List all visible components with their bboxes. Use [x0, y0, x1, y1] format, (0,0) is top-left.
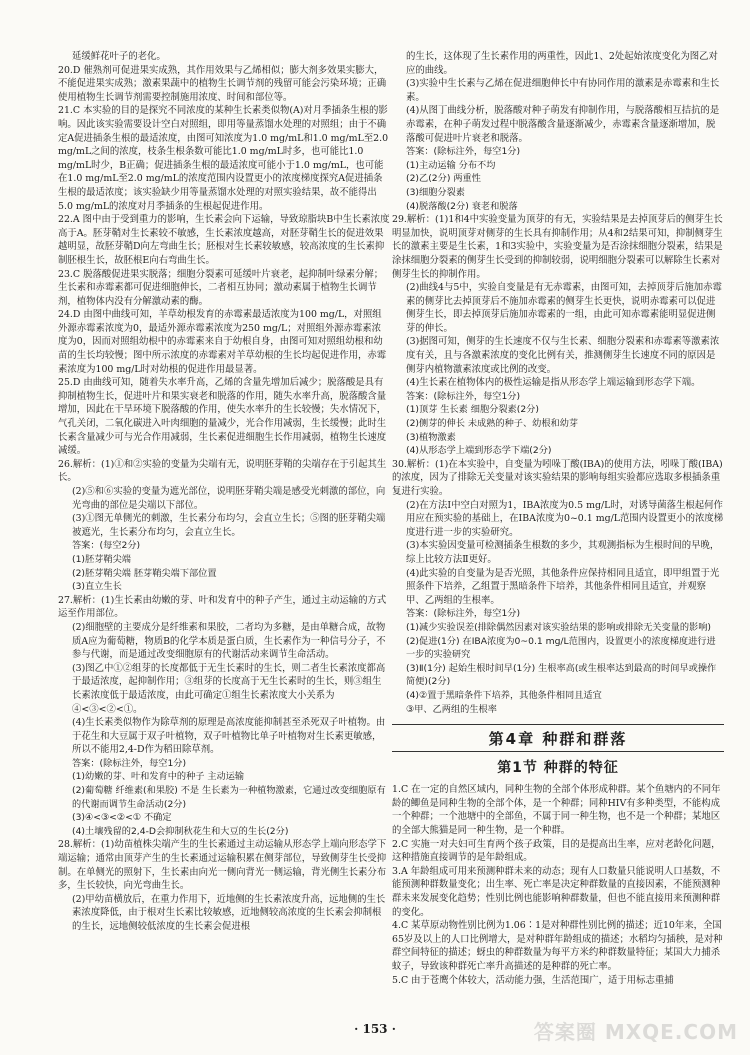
- paragraph: (4)此实验的自变量为是否光照，其他条件应保持相同且适宜，即甲组置于光照条件下培养，乙组置于黑暗条件下培养，其他条件相同且适宜，并观察甲、乙两组的生根率。: [406, 567, 720, 606]
- answer-line: (1)主动运输 分布不均: [406, 159, 496, 171]
- paragraph: (3)图乙中①②组芽的长度都低于无生长素时的生长，则二者生长素浓度都高于最适浓度，起抑制作用；③组芽的长度高于无生长素时的生长，则③组生长素浓度低于最适浓度，由此可确定①组生长素浓度大小关系为④<③<②<①。: [72, 662, 386, 715]
- answer-line: (2)胚芽鞘尖端 胚芽鞘尖端下部位置: [72, 567, 217, 579]
- paragraph: (2)⑤和⑥实验的变量为遮光部位，说明胚芽鞘尖端是感受光刺激的部位，向光弯曲的部位是尖端以下部位。: [72, 486, 386, 511]
- answer-line: 答案：(每空2分): [72, 540, 141, 552]
- answer-line: 答案：(除标注外，每空1分): [406, 146, 521, 158]
- answer-line: (2)葡萄糖 纤维素(和果胶) 不是 生长素为一种植物激素，它通过改变细胞原有的代谢而调节生命活动(2分): [72, 785, 386, 810]
- section-title: 第1节 种群的特征: [497, 759, 619, 776]
- answer-line: (3)植物激素: [406, 431, 456, 443]
- answer-line: (2)促进(1分) 在IBA浓度为0~0.1 mg/L范围内，设置更小的浓度梯度进行进一步的实验研究: [406, 635, 716, 661]
- answer-line: (4)从形态学上端到形态学下端(2分): [406, 445, 552, 457]
- right-column: [392, 50, 724, 987]
- paragraph: 23.C 脱落酸促进果实脱落；细胞分裂素可延缓叶片衰老，起抑制叶绿素分解；生长素和赤霉素都可促进细胞伸长，二者相互协同；激动素属于植物生长调节剂，植物体内没有分解激动素的酶。: [58, 268, 384, 307]
- paragraph: 4.C 某草原动物性别比例为1.06∶1是对种群性别比例的描述；近10年来，全国65岁及以上的人口比例增大，是对种群年龄组成的描述；水稻均匀插秧，是对种群空间特征的描述；蚜虫的种群数量为每平方米约种群数量特征；某国大力捕杀蚊子，导致该种群死亡率升高描述的是种群的死亡率。: [392, 920, 723, 972]
- answer-line: (3)④<③<②<① 不确定: [72, 812, 172, 824]
- paragraph: 25.D 由曲线可知，随着失水率升高，乙烯的含量先增加后减少；脱落酸是具有抑制植物生长，促进叶片和果实衰老和脱落的作用，随失水率升高，脱落酸含量增加，因此在干旱环境下脱落酸的作用，使失水率升的生长较慢；失水情况下，气孔关闭，二氧化碳进入叶肉细胞的量减少，光合作用减弱，生长缓慢；此时生长素含量减少可与光合作用减弱，生长素促进细胞生长作用减弱，植物生长速度减缓。: [58, 377, 387, 457]
- paragraph: 2.C 实施一对夫妇可生育两个孩子政策，目的是提高出生率，应对老龄化问题，这种措施直接调节的是年龄组成。: [392, 838, 721, 864]
- paragraph: (2)曲线4与5中，实验自变量是有无赤霉素，由图可知，去掉顶芽后施加赤霉素的侧芽比去掉顶芽后不施加赤霉素的侧芽生长更快，说明赤霉素可以促进侧芽生长，即去掉顶芽后施加赤霉素的一组，由此可知赤霉素能明显促进侧芽的伸长。: [406, 282, 722, 334]
- answer-line: (1)胚芽鞘尖端: [72, 553, 131, 565]
- answer-line: (3)Ⅱ(1分) 起始生根时间早(1分) 生根率高(或生根率达到最高的时间早或操作简便)(2分): [406, 662, 717, 688]
- chapter-title: 第4章 种群和群落: [392, 724, 724, 752]
- answer-line: (4)土壤残留的2,4-D会抑制秋花生和大豆的生长(2分): [72, 825, 289, 837]
- paragraph: 20.D 催熟剂可促进果实成熟，其作用效果与乙烯相似；膨大剂多效果实膨大，不能促进果实成熟；激素果蔬中的植物生长调节剂的残留可能会污染环境；正确使用植物生长调节剂需要控制施用浓度、时间和部位等。: [58, 64, 387, 103]
- paragraph: 5.C 由于苍鹰个体较大，活动能力强，生活范围广，适于用标志重捕: [392, 974, 674, 986]
- answer-line: ③甲、乙两组的生根率: [406, 703, 497, 715]
- paragraph: (3)据图可知，侧芽的生长速度不仅与生长素、细胞分裂素和赤霉素等激素浓度有关，且与各激素浓度的变化比例有关，推测侧芽生长速度不同的原因是侧芽内植物激素浓度或比例的改变。: [406, 336, 720, 375]
- paragraph: (3)本实验因变量可检测插条生根数的多少，其观测指标为生根时间的早晚，综上比较方法Ⅱ更好。: [406, 540, 720, 565]
- paragraph: 延缓鲜花叶子的老化。: [72, 51, 166, 62]
- paragraph: (2)甲幼苗横放后，在重力作用下，近地侧的生长素浓度升高，远地侧的生长素浓度降低，由于根对生长素比较敏感，近地侧较高浓度的生长素会抑制根的生长，远地侧较低浓度的生长素会促进根: [72, 893, 386, 932]
- paragraph: 的生长，这体现了生长素作用的两重性，因此1、2处起始浓度变化为图乙对应的曲线。: [406, 51, 718, 76]
- right-column-section-answers: [392, 783, 724, 987]
- answer-line: (3)直立生长: [72, 581, 122, 593]
- paragraph: (2)在方法I中空白对照为1，IBA浓度为0.5 mg/L时，对诱导菌落生根起何作用应在预实验的基础上，在IBA浓度为0~0.1 mg/L范围内设置更小的浓度梯度进行进一步的实验研究。: [406, 499, 724, 538]
- paragraph: 26.解析：(1)①和②实验的变量为尖端有无，说明胚芽鞘的尖端存在于引起其生长。: [58, 458, 387, 484]
- answer-line: 答案：(除标注外，每空1分): [406, 390, 521, 402]
- answer-line: (2)乙(2分) 两重性: [406, 173, 481, 185]
- answer-line: 答案：(除标注外，每空1分): [406, 608, 521, 620]
- answer-line: (4)脱落酸(2分) 衰老和脱落: [406, 200, 518, 212]
- paragraph: 24.D 由图中曲线可知，羊草幼根发育的赤霉素最适浓度为100 mg/L，对照组外源赤霉素浓度为0，最适外源赤霉素浓度为250 mg/L；对照组外源赤霉素浓度为0，因而对照组幼根中的赤霉素来自于幼根自身，由图可知对照组幼根和幼苗的生长均较慢；图中所示浓度的赤霉素对羊草幼根的生长均起促进作用，赤霉素浓度为100 mg/L时对幼根的促进作用最显著。: [58, 309, 387, 375]
- page-number: · 153 ·: [354, 1022, 396, 1036]
- answer-line: 答案：(除标注外，每空1分): [72, 757, 187, 769]
- answer-line: (1)减少实验误差(排除偶然因素对该实验结果的影响或排除无关变量的影响): [406, 621, 711, 633]
- paragraph: (3)实验中生长素与乙烯在促进细胞伸长中有协同作用的激素是赤霉素和生长素。: [406, 78, 720, 103]
- paragraph: (2)细胞壁的主要成分是纤维素和果胶，二者均为多糖，是由单糖合成，故物质A应为葡萄糖，物质B的化学本质是蛋白质，生长素作为一种信号分子，不参与代谢，而是通过改变细胞原有的代谢活动来调节生命活动。: [72, 621, 386, 661]
- paragraph: (4)生长素在植物体内的极性运输是指从形态学上端运输到形态学下端。: [406, 377, 701, 389]
- paragraph: 29.解析：(1)1和4中实验变量为顶芽的有无，实验结果是去掉顶芽后的侧芽生长明显加快，说明顶芽对侧芽的生长具有抑制作用；从4和2结果可知，抑制侧芽生长的激素主要是生长素，1和3实验中，实验变量为是否涂抹细胞分裂素，结果是涂抹细胞分裂素的侧芽生长受到的抑制较弱，说明细胞分裂素可以解除生长素对侧芽生长的抑制作用。: [392, 214, 723, 280]
- answer-line: (2)侧芽的伸长 未成熟的种子、幼根和幼芽: [406, 418, 579, 430]
- paragraph: 3.A 年龄组成可用来预测种群未来的动态；现有人口数量只能说明人口基数，不能预测种群数量变化；出生率、死亡率是决定种群数量的直接因素，不能预测种群未来发展变化趋势；性别比例也能影响种群数量，但也不能直接用来预测种群的变化。: [392, 865, 721, 918]
- paragraph: 22.A 图中由于受到重力的影响，生长素会向下运输，导致琼脂块B中生长素浓度高于A。胚芽鞘对生长素较不敏感，生长素浓度越高，对胚芽鞘生长的促进效果越明显，故胚芽鞘D向左弯曲生长；胚根对生长素较敏感，较高浓度的生长素抑制胚根生长，故胚根E向右弯曲生长。: [58, 214, 390, 266]
- answer-line: (3)细胞分裂素: [406, 186, 465, 198]
- paragraph: 28.解析：(1)幼苗植株尖端产生的生长素通过主动运输从形态学上端向形态学下端运输；通常由顶芽产生的生长素通过运输积累在侧芽部位，导致侧芽生长受抑制。在单侧光的照射下，生长素由向光一侧向背光一侧运输，背光侧生长素分布多，生长较快，向光弯曲生长。: [58, 839, 387, 892]
- paragraph: (4)从图丁曲线分析，脱落酸对种子萌发有抑制作用，与脱落酸相互拮抗的是赤霉素，在种子萌发过程中脱落酸含量逐渐减少，赤霉素含量逐渐增加，脱落酸可促进叶片衰老和脱落。: [406, 105, 720, 144]
- answer-line: (4)②置于黑暗条件下培养，其他条件相同且适宜: [406, 689, 602, 701]
- right-column-answers: [392, 50, 724, 716]
- left-column: [58, 50, 390, 934]
- paragraph: 21.C 本实验的目的是探究不同浓度的某种生长素类似物(A)对月季插条生根的影响。因此该实验需要设计空白对照组，即用等量蒸馏水处理的对照组；由于不确定A促进插条生根的最适浓度，由图可知浓度为1.0 mg/mL和1.0 mg/mL至2.0 mg/mL之间的浓度，枝条生根条数可能比1.0 mg/mL时多，也可能比1.0 mg/mL时少，B正确；促进插条生根的最适浓度可能小于1.0 mg/mL，也可能在1.0 mg/mL至2.0 mg/mL的浓度范围内设置更小的浓度梯度探究A促进插条生根的最适浓度；该实验缺少用等量蒸馏水处理的对照实验结果，故不能得出5.0 mg/mL的浓度对月季插条的生根起促进作用。: [58, 105, 389, 212]
- paragraph: 1.C 在一定的自然区域内，同种生物的全部个体形成种群。某个鱼塘内的不同年龄的鲫鱼是同种生物的全部个体，是一个种群；同种HIV有多种类型，不能构成一个种群；一个池塘中的全部鱼，不属于同一种生物，也不是一个种群；某地区的全部大熊猫是同一种生物，是一个种群。: [392, 784, 721, 837]
- paragraph: (3)①图无单侧光的刺激，生长素分布均匀，会直立生长；⑤图的胚芽鞘尖端被遮光，生长素分布均匀，会直立生长。: [72, 513, 386, 538]
- watermark-logo: 答案圈 MXQE.COM: [533, 1020, 738, 1044]
- answer-line: (1)幼嫩的芽、叶和发育中的种子 主动运输: [72, 771, 245, 783]
- paragraph: 30.解析：(1)在本实验中，自变量为吲哚丁酸(IBA)的使用方法，吲哚丁酸(IBA)的浓度，因为了排除无关变量对该实验结果的影响每组实验都应选取多根插条重复进行实验。: [392, 458, 723, 497]
- answer-line: (1)顶芽 生长素 细胞分裂素(2分): [406, 404, 539, 416]
- paragraph: 27.解析：(1)生长素由幼嫩的芽、叶和发育中的种子产生，通过主动运输的方式运至作用部位。: [58, 594, 387, 620]
- paragraph: (4)生长素类似物作为除草剂的原理是高浓度能抑制甚至杀死双子叶植物。由于花生和大豆属于双子叶植物，双子叶植物比单子叶植物对生长素更敏感，所以不能用2,4-D作为稻田除草剂。: [72, 717, 386, 756]
